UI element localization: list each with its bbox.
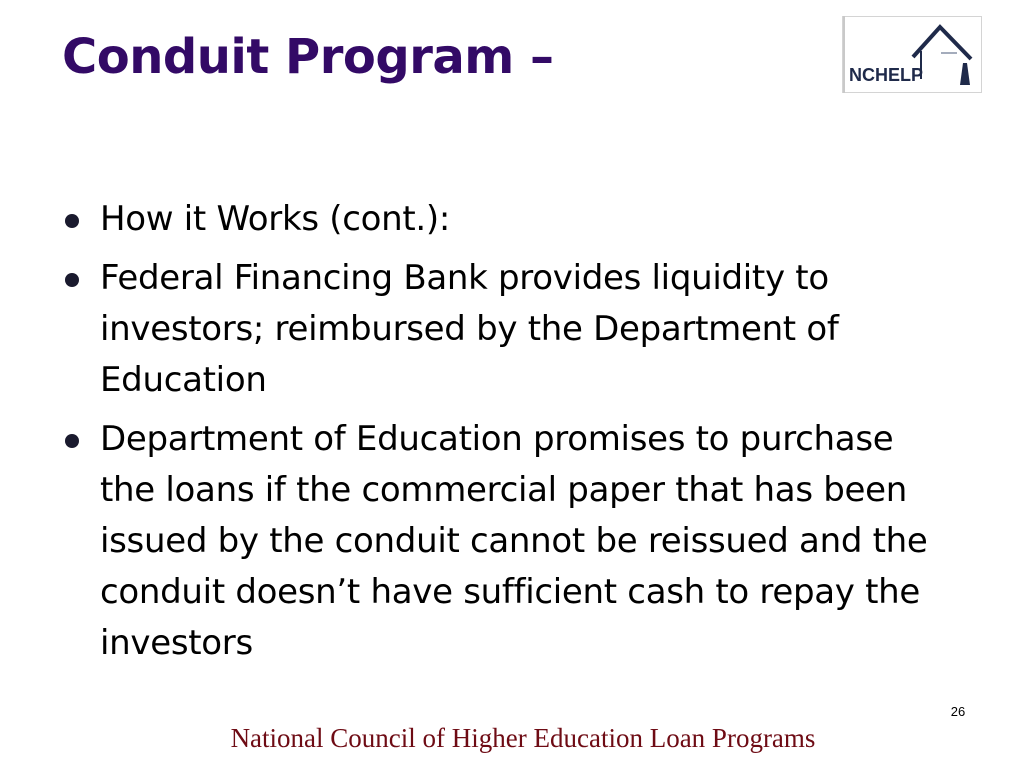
- logo-text: NCHELP: [849, 65, 924, 85]
- bullet-dot-icon: [65, 434, 79, 448]
- bullet-text: How it Works (cont.):: [100, 199, 451, 239]
- bullet-text: Federal Financing Bank provides liquidity to investors; reimbursed by the Department of Education: [100, 258, 839, 400]
- footer-org-name: National Council of Higher Education Loan Programs: [230, 723, 816, 753]
- slide-title: Conduit Program –: [62, 29, 554, 85]
- bullet-list: [62, 194, 942, 677]
- page-number: 26: [950, 704, 966, 719]
- bullet-text: Department of Education promises to purchase the loans if the commercial paper that has been issued by the conduit cannot be reissued and the conduit doesn’t have sufficient cash to repay the investors: [100, 419, 928, 663]
- nchelp-logo: [842, 16, 982, 93]
- bullet-item: [62, 414, 942, 669]
- bullet-dot-icon: [65, 214, 79, 228]
- bullet-dot-icon: [65, 273, 79, 287]
- bullet-item: [62, 253, 942, 406]
- bullet-item: [62, 194, 942, 245]
